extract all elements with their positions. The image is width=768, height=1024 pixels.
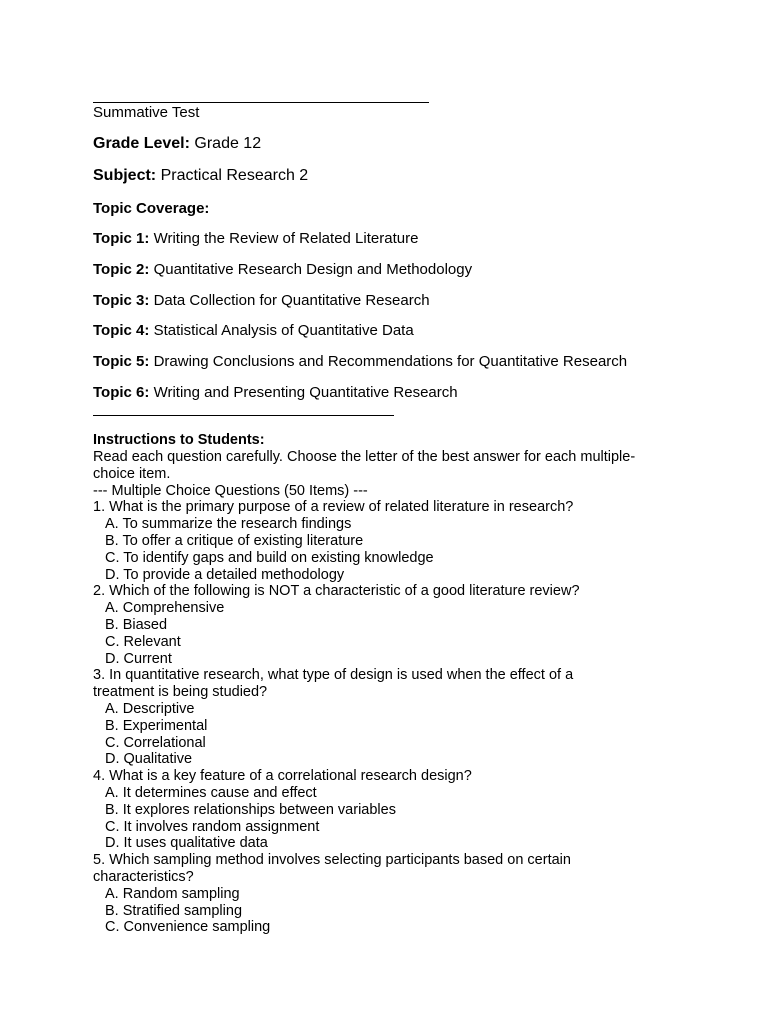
answer-option: B. Experimental [105, 717, 208, 734]
topic-text: Writing the Review of Related Literature [153, 230, 419, 247]
answer-option: B. Biased [105, 616, 168, 633]
topic-label: Topic 6: [93, 384, 150, 401]
instructions-heading: Instructions to Students: [93, 432, 265, 448]
doc-title: Summative Test [93, 104, 200, 121]
question-list [93, 449, 693, 936]
answer-option: C. Correlational [105, 734, 206, 751]
top-rule [93, 102, 429, 103]
instruction-line: choice item. [93, 465, 171, 482]
question-text: 5. Which sampling method involves selecting participants based on certain [93, 852, 571, 869]
subject-value: Practical Research 2 [160, 167, 309, 184]
answer-option: A. Descriptive [105, 700, 195, 717]
answer-option: C. Convenience sampling [105, 919, 271, 936]
answer-option: A. Random sampling [105, 885, 240, 902]
section-title: --- Multiple Choice Questions (50 Items) --- [93, 482, 368, 499]
subject [93, 167, 308, 185]
subject-label: Subject: [93, 167, 157, 184]
answer-option: C. To identify gaps and build on existing knowledge [105, 549, 434, 566]
answer-option: B. It explores relationships between variables [105, 801, 396, 818]
topic-item [93, 322, 414, 339]
answer-option: A. It determines cause and effect [105, 784, 317, 801]
topic-label: Topic 1: [93, 230, 150, 247]
question-text: 1. What is the primary purpose of a review of related literature in research? [93, 499, 574, 516]
grade-label: Grade Level: [93, 135, 190, 152]
topic-item [93, 261, 472, 278]
answer-option: D. Current [105, 650, 172, 667]
topic-label: Topic 3: [93, 292, 150, 309]
question-text: 2. Which of the following is NOT a characteristic of a good literature review? [93, 583, 580, 600]
topic-item [93, 230, 418, 247]
topic-text: Drawing Conclusions and Recommendations for Quantitative Research [153, 353, 628, 370]
topic-item [93, 353, 627, 370]
topic-label: Topic 5: [93, 353, 150, 370]
answer-option: D. To provide a detailed methodology [105, 566, 345, 583]
answer-option: B. To offer a critique of existing literature [105, 532, 364, 549]
answer-option: D. Qualitative [105, 751, 193, 768]
answer-option: D. It uses qualitative data [105, 835, 268, 852]
topic-text: Quantitative Research Design and Methodology [153, 261, 473, 278]
topic-label: Topic 4: [93, 322, 150, 339]
answer-option: C. It involves random assignment [105, 818, 320, 835]
question-text: characteristics? [93, 868, 194, 885]
topic-text: Statistical Analysis of Quantitative Data [153, 322, 414, 339]
instruction-line: Read each question carefully. Choose the letter of the best answer for each multiple- [93, 449, 636, 465]
grade-level [93, 135, 261, 153]
question-text: 3. In quantitative research, what type of design is used when the effect of a [93, 667, 574, 684]
question-text: 4. What is a key feature of a correlational research design? [93, 768, 472, 785]
grade-value: Grade 12 [194, 135, 262, 152]
answer-option: A. Comprehensive [105, 600, 225, 617]
answer-option: C. Relevant [105, 633, 181, 650]
topic-item [93, 292, 430, 309]
topic-coverage-label: Topic Coverage: [93, 200, 210, 217]
topic-text: Writing and Presenting Quantitative Research [153, 384, 458, 401]
question-text: treatment is being studied? [93, 684, 268, 701]
answer-option: A. To summarize the research findings [105, 516, 352, 533]
answer-option: B. Stratified sampling [105, 902, 243, 919]
topic-item [93, 384, 458, 401]
section-rule [93, 415, 394, 416]
topic-text: Data Collection for Quantitative Research [153, 292, 430, 309]
topic-label: Topic 2: [93, 261, 150, 278]
